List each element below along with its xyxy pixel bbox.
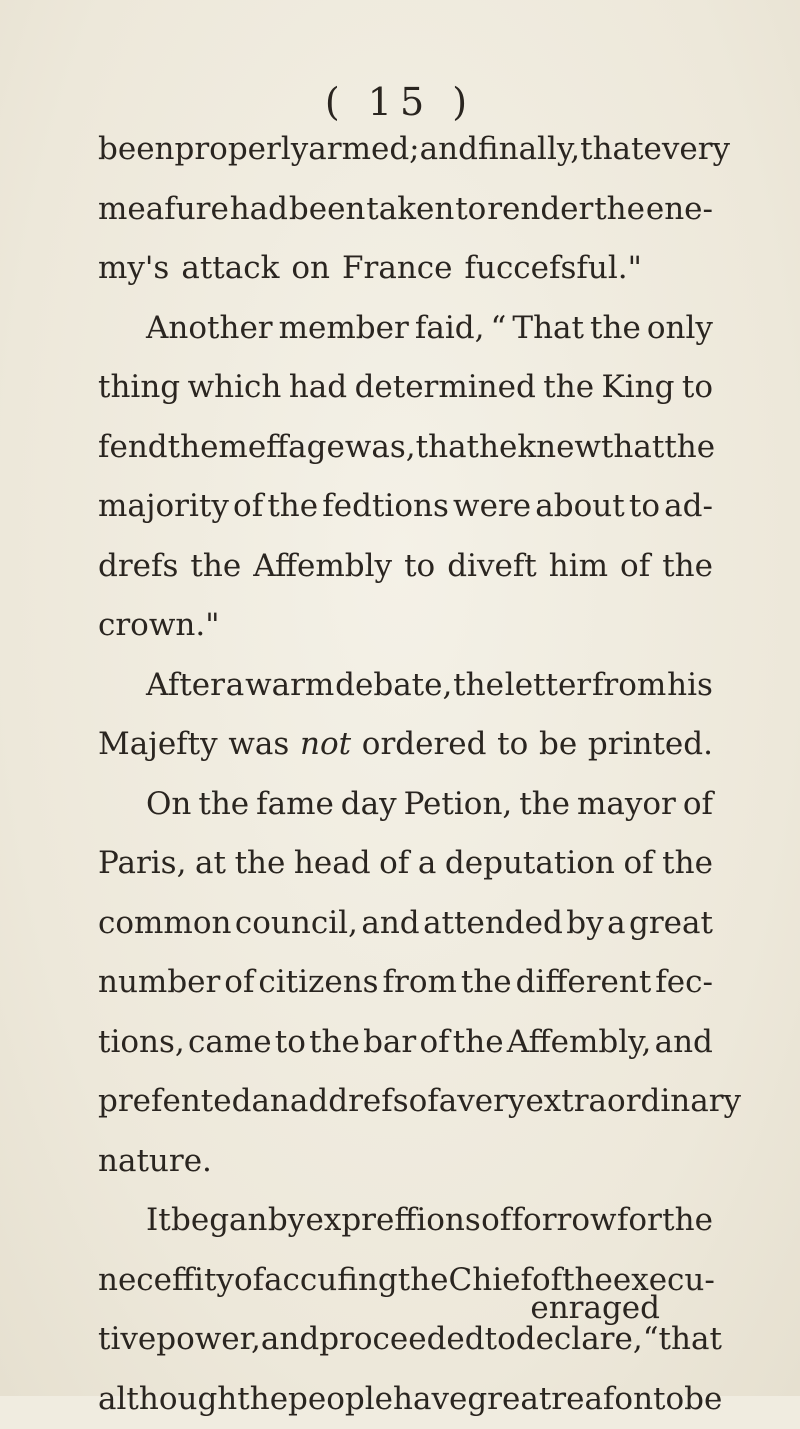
word: ; — [409, 120, 419, 180]
word: by — [268, 1191, 305, 1251]
word: a — [226, 656, 244, 716]
word: finally, — [478, 120, 580, 180]
text-line — [98, 358, 713, 418]
word: ene- — [646, 180, 713, 240]
word: although — [98, 1370, 237, 1429]
word: the — [662, 1191, 713, 1251]
word: to — [497, 715, 528, 775]
word: ad- — [664, 477, 713, 537]
word: and — [261, 1310, 319, 1370]
word: every — [644, 120, 731, 180]
word: the — [590, 299, 641, 359]
word: Another — [146, 299, 273, 359]
word: of — [234, 1251, 264, 1311]
word: meafure — [98, 180, 229, 240]
word: diveft — [447, 537, 537, 597]
word: “ — [490, 299, 506, 359]
word: extraordinary — [525, 1072, 741, 1132]
word: prefented — [98, 1072, 251, 1132]
word: by — [566, 894, 603, 954]
word: the — [461, 953, 512, 1013]
word: different — [516, 953, 652, 1013]
word: “that — [643, 1310, 722, 1370]
word: of — [409, 1072, 439, 1132]
word: began — [171, 1191, 267, 1251]
word: Majefty — [98, 715, 218, 775]
word: knew — [517, 418, 601, 478]
word: and — [420, 120, 478, 180]
word: That — [512, 299, 584, 359]
word: the — [453, 1013, 504, 1073]
word: the — [309, 1013, 360, 1073]
word: to — [455, 180, 486, 240]
word: be — [684, 1370, 722, 1429]
catchword: enraged — [530, 1290, 660, 1326]
word: armed — [308, 120, 409, 180]
text-line — [98, 953, 713, 1013]
word: the — [543, 358, 594, 418]
word: not — [300, 715, 351, 775]
word: a — [418, 834, 436, 894]
word: declare, — [516, 1310, 643, 1370]
word: for — [617, 1191, 662, 1251]
word: determined — [355, 358, 536, 418]
text-line — [98, 239, 713, 299]
word: the — [562, 1251, 613, 1311]
word: the — [398, 1251, 449, 1311]
word: been — [98, 120, 175, 180]
word: It — [146, 1191, 171, 1251]
word: came — [188, 1013, 272, 1073]
text-line — [98, 1191, 713, 1251]
word: great — [629, 894, 713, 954]
word: to — [404, 537, 435, 597]
word: accufing — [264, 1251, 398, 1311]
word: warm — [245, 656, 334, 716]
word: citizens — [258, 953, 378, 1013]
word: number — [98, 953, 220, 1013]
word: majority — [98, 477, 229, 537]
word: very — [457, 1072, 525, 1132]
word: of — [481, 1191, 511, 1251]
word: to — [682, 358, 713, 418]
word: the — [168, 418, 219, 478]
word: faid, — [415, 299, 485, 359]
word: day — [341, 775, 397, 835]
word: mayor — [577, 775, 676, 835]
text-line — [98, 418, 713, 478]
word: meffage — [218, 418, 344, 478]
word: the — [267, 477, 318, 537]
word: to — [275, 1013, 306, 1073]
word: member — [279, 299, 409, 359]
word: the — [662, 834, 713, 894]
word: the — [664, 418, 715, 478]
word: letter — [505, 656, 591, 716]
text-line — [98, 596, 713, 656]
word: been — [289, 180, 366, 240]
word: head — [294, 834, 371, 894]
word: great — [467, 1370, 551, 1429]
word: debate, — [335, 656, 452, 716]
text-line — [98, 656, 713, 716]
word: that — [416, 418, 479, 478]
word: on — [291, 239, 330, 299]
text-line — [98, 1370, 713, 1429]
word: of — [419, 1013, 449, 1073]
body-text — [98, 120, 713, 1429]
word: were — [453, 477, 531, 537]
word: be — [539, 715, 577, 775]
word: Paris, — [98, 834, 186, 894]
word: to — [653, 1370, 684, 1429]
word: common — [98, 894, 231, 954]
text-line — [98, 537, 713, 597]
word: power, — [156, 1310, 261, 1370]
word: about — [535, 477, 624, 537]
word: a — [439, 1072, 457, 1132]
word: had — [289, 358, 347, 418]
word: the — [594, 180, 645, 240]
word: and — [361, 894, 419, 954]
word: my's — [98, 239, 169, 299]
word: the — [237, 1370, 288, 1429]
word: properly — [175, 120, 309, 180]
word: the — [235, 834, 286, 894]
word: the — [519, 775, 570, 835]
word: crown." — [98, 596, 219, 656]
word: tive — [98, 1310, 156, 1370]
word: of — [683, 775, 713, 835]
text-line — [98, 120, 713, 180]
text-line — [98, 775, 713, 835]
word: King — [602, 358, 675, 418]
word: Petion, — [404, 775, 513, 835]
word: only — [647, 299, 713, 359]
word: printed. — [588, 715, 713, 775]
word: at — [195, 834, 226, 894]
word: render — [487, 180, 593, 240]
word: was, — [345, 418, 416, 478]
word: execu- — [613, 1251, 715, 1311]
word: forrow — [512, 1191, 617, 1251]
word: fuccefsful." — [465, 239, 642, 299]
word: attended — [423, 894, 563, 954]
text-line — [98, 180, 713, 240]
word: and — [655, 1013, 713, 1073]
word: to — [485, 1310, 516, 1370]
word: of — [224, 953, 254, 1013]
word: Affembly — [253, 537, 392, 597]
word: addrefs — [290, 1072, 409, 1132]
word: an — [251, 1072, 289, 1132]
word: expreffions — [305, 1191, 480, 1251]
word: which — [188, 358, 282, 418]
word: from — [383, 953, 457, 1013]
word: neceffity — [98, 1251, 234, 1311]
page-number: ( 15 ) — [0, 80, 800, 124]
text-line — [98, 1013, 713, 1073]
word: bar — [363, 1013, 416, 1073]
word: him — [549, 537, 608, 597]
text-line — [98, 715, 713, 775]
word: tions, — [98, 1013, 185, 1073]
word: fend — [98, 418, 168, 478]
word: reafon — [551, 1370, 653, 1429]
word: the — [662, 537, 713, 597]
text-line — [98, 299, 713, 359]
word: of — [532, 1251, 562, 1311]
word: had — [230, 180, 288, 240]
word: of — [623, 834, 653, 894]
word: drefs — [98, 537, 178, 597]
word: his — [667, 656, 713, 716]
word: that — [601, 418, 664, 478]
word: taken — [366, 180, 454, 240]
word: Affembly, — [507, 1013, 652, 1073]
word: the — [190, 537, 241, 597]
word: the — [198, 775, 249, 835]
word: people — [288, 1370, 393, 1429]
word: attack — [181, 239, 279, 299]
word: Chief — [449, 1251, 532, 1311]
word: he — [479, 418, 517, 478]
text-line — [98, 477, 713, 537]
word: to — [629, 477, 660, 537]
word: of — [620, 537, 650, 597]
text-line — [98, 1072, 713, 1132]
text-line — [98, 834, 713, 894]
word: nature. — [98, 1132, 212, 1192]
word: a — [607, 894, 625, 954]
word: of — [233, 477, 263, 537]
word: have — [393, 1370, 467, 1429]
text-line — [98, 1132, 713, 1192]
word: that — [580, 120, 643, 180]
word: After — [146, 656, 225, 716]
word: fec- — [655, 953, 713, 1013]
word: from — [592, 656, 666, 716]
word: was — [228, 715, 289, 775]
word: deputation — [445, 834, 615, 894]
word: council, — [235, 894, 358, 954]
word: fame — [256, 775, 334, 835]
word: thing — [98, 358, 180, 418]
word: ordered — [362, 715, 487, 775]
word: fedtions — [322, 477, 449, 537]
word: France — [342, 239, 452, 299]
word: proceeded — [319, 1310, 484, 1370]
word: the — [453, 656, 504, 716]
word: of — [379, 834, 409, 894]
text-line — [98, 894, 713, 954]
word: On — [146, 775, 191, 835]
